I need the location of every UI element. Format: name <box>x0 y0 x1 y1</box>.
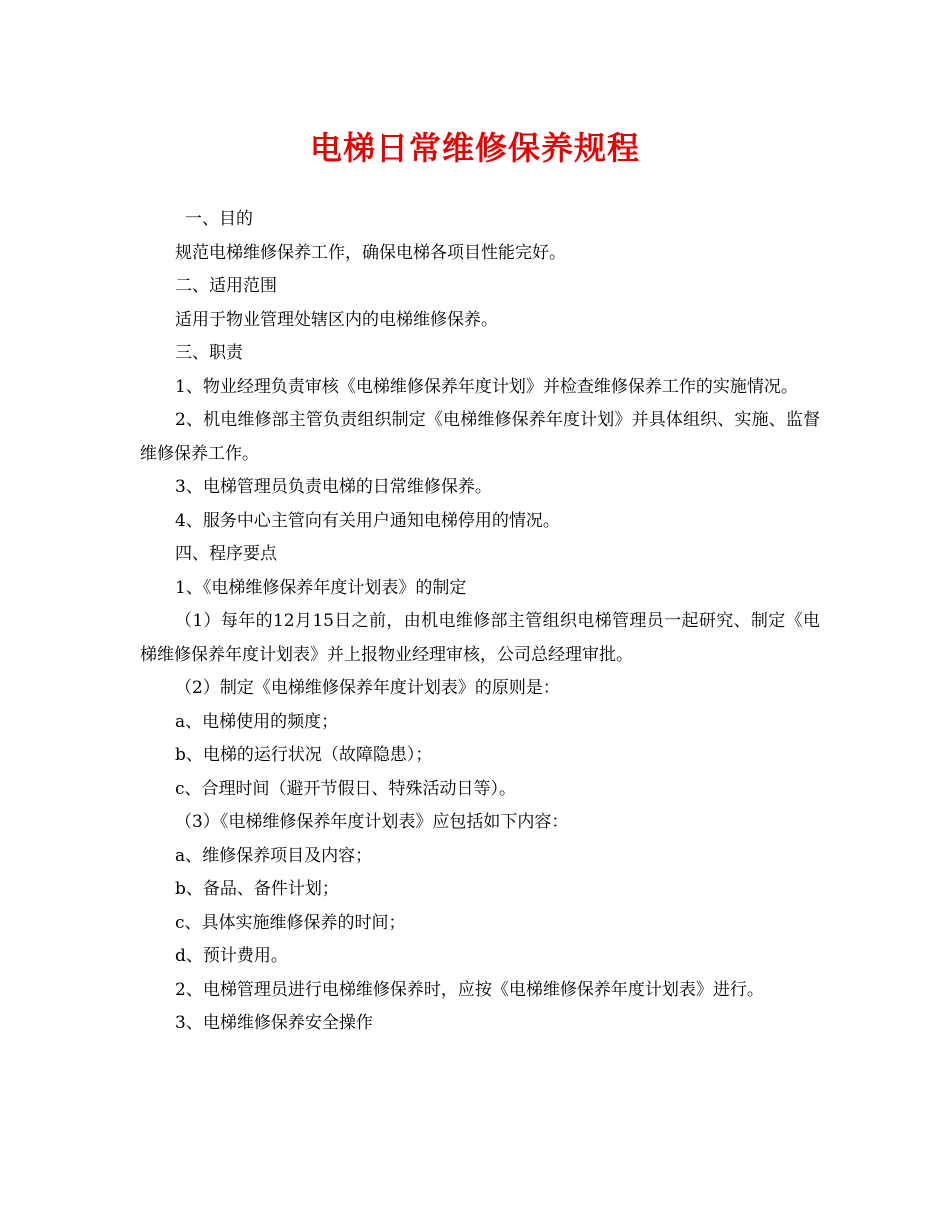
section-heading-purpose: 一、目的 <box>185 209 253 229</box>
paragraph: 4、服务中心主管向有关用户通知电梯停用的情况。 <box>175 510 560 531</box>
paragraph: 适用于物业管理处辖区内的电梯维修保养。 <box>175 309 498 330</box>
list-item: a、维修保养项目及内容； <box>175 845 373 866</box>
paragraph: 1、物业经理负责审核《电梯维修保养年度计划》并检查维修保养工作的实施情况。 <box>175 376 798 397</box>
list-item: c、具体实施维修保养的时间； <box>175 912 406 933</box>
paragraph: （1）每年的12月15日之前，由机电维修部主管组织电梯管理员一起研究、制定《电梯维修保养年度计划表》并上报物业经理审核，公司总经理审批。 <box>140 611 820 665</box>
document-body <box>140 203 820 1041</box>
list-item: c、合理时间（避开节假日、特殊活动日等）。 <box>175 778 517 799</box>
list-item: b、备品、备件计划； <box>175 879 339 899</box>
list-item: a、电梯使用的频度； <box>175 711 339 732</box>
list-item: b、电梯的运行状况（故障隐患）； <box>175 745 433 765</box>
paragraph: （2）制定《电梯维修保养年度计划表》的原则是： <box>175 678 560 698</box>
paragraph: （3）《电梯维修保养年度计划表》应包括如下内容： <box>175 812 569 832</box>
paragraph: 2、机电维修部主管负责组织制定《电梯维修保养年度计划》并具体组织、实施、监督维修保养工作。 <box>140 410 820 464</box>
paragraph: 1、《电梯维修保养年度计划表》的制定 <box>175 577 467 598</box>
section-heading-procedure: 四、程序要点 <box>175 544 277 564</box>
paragraph: 2、电梯管理员进行电梯维修保养时，应按《电梯维修保养年度计划表》进行。 <box>175 979 764 1000</box>
section-heading-duties: 三、职责 <box>175 343 243 363</box>
paragraph: 3、电梯维修保养安全操作 <box>175 1013 373 1033</box>
list-item: d、预计费用。 <box>175 946 288 966</box>
document-title: 电梯日常维修保养规程 <box>309 129 640 167</box>
section-heading-scope: 二、适用范围 <box>175 276 277 296</box>
paragraph: 规范电梯维修保养工作，确保电梯各项目性能完好。 <box>175 242 566 263</box>
paragraph: 3、电梯管理员负责电梯的日常维修保养。 <box>175 477 492 497</box>
